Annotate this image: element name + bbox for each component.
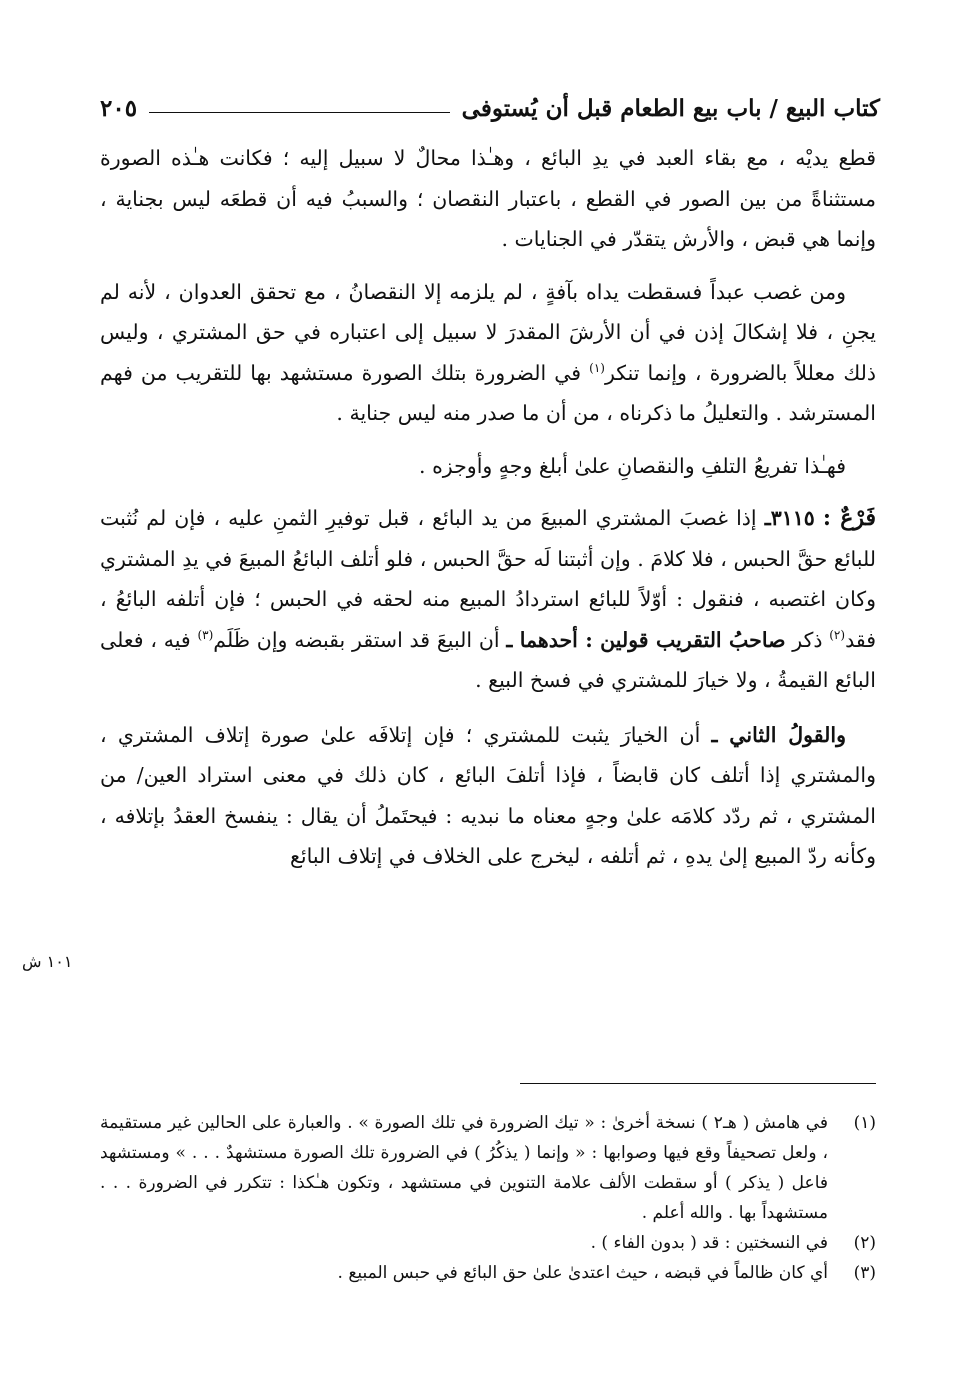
footnote-3 [100,1258,876,1288]
bold-phrase-second: والقولُ الثاني ـ [711,722,846,747]
footnote-1 [100,1108,876,1228]
footnote-text: في هامش ( هـ٢ ) نسخة أخرىٰ : « تيك الضرورة في تلك الصورة » . والعبارة على الحالين غير مستقيمة ، ولعل تصحيفاً وقع فيها وصوابها : « وإنما ( يذكُرُ ) في الضرورة تلك الصورة مستشهدٌ . . . » ومستشهد فاعل ( يذكر ) أو سقطت الألف علامة التنوين في مستشهد ، وتكون هـٰكذا : تتكرر في الضرورة . . . مستشهداً بها . والله أعلم . [100,1113,828,1223]
footnote-number: (٢) [853,1233,876,1253]
paragraph-3: فهـٰذا تفريعُ التلفِ والنقصانِ علىٰ أبلغ وجهٍ وأوجزه . [419,453,846,478]
paragraph-5: والقولُ الثاني ـ أن الخيارَ يثبت للمشتري ؛ فإن إتلافَه علىٰ صورة إتلاف المشتري ، والمشتري إذا أتلف كان قابضاً ، فإذا أتلفَ البائع ، كان ذلك في معنى استراد العين/ من المشتري ، ثم ردّد كلامَه علىٰ وجهٍ معناه ما نبديه : فيحتَملُ أن يقال : ينفسخ العقدُ بإتلافه ، وكأنه ردّ المبيع إلىٰ يدهِ ، ثم أتلفه ، ليخرج على الخلاف في إتلاف البائع [100,722,876,868]
footnote-text: أي كان ظالماً في قبضه ، حيث اعتدىٰ علىٰ حق البائع في حبس المبيع . [337,1263,828,1283]
marginal-manuscript-note: ١٠١ ش [22,952,73,971]
issue-number: ٣١١٥ـ [764,506,815,530]
bold-phrase: صاحبُ التقريب قولين : أحدهما ـ [506,627,786,652]
footnotes [100,1108,876,1288]
main-text [100,138,876,877]
chapter-title: كتاب البيع / باب بيع الطعام قبل أن يُستوفى [461,95,880,122]
header-rule [149,112,450,113]
footnote-2 [100,1228,876,1258]
footnote-text: في النسختين : قد ( بدون الفاء ) . [590,1233,828,1253]
footnote-ref-3: (٣) [197,627,214,642]
paragraph-2: ومن غصب عبداً فسقطت يداه بآفةٍ ، لم يلزمه إلا النقصانُ ، مع تحقق العدوان ، لأنه لم يجنِ ، فلا إشكالَ إذن في أن الأرشَ المقدرَ لا سبيل إلى اعتباره في حق المشتري ، وليس ذلك معللاً بالضرورة ، وإنما تنكر$^{(١)}$ في الضرورة بتلك الصورة مستشهد بها للتقريب من فهم المسترشد . والتعليلُ ما ذكرناه ، من أن ما صدر منه ليس جناية . [100,279,876,425]
page-number: ٢٠٥ [100,95,138,122]
paragraph-4: فَرْعٌ : ٣١١٥ـ إذا غصبَ المشتري المبيعَ من يد البائع ، قبل توفيرِ الثمنِ عليه ، فإن لم نُثبت للبائع حقَّ الحبس ، فلا كلامَ . وإن أثبتنا لَه حقَّ الحبس ، فلو أتلف البائعُ المبيعَ في يدِ المشتري وكان اغتصبه ، فنقول : أوّلاً للبائع استردادُ المبيع منه لحقه في الحبس ؛ فإن أتلفه البائعُ ، فقد$^{(٢)}$ ذكر صاحبُ التقريب قولين : أحدهما ـ أن البيعَ قد استقر بقبضه وإن ظَلَم$^{(٣)}$ فيه ، فعلى البائع القيمةُ ، ولا خيارَ للمشتري في فسخ البيع . [100,505,876,692]
footnote-ref-2: (٢) [829,627,846,642]
footnote-ref-1: (١) [589,360,605,375]
footnote-separator [520,1083,876,1084]
paragraph-1: قطع يديْه ، مع بقاء العبد في يدِ البائع ، وهـٰذا محالٌ لا سبيل إليه ؛ فكانت هـٰذه الصورة مستثناةً من بين الصور في القطع ، باعتبار النقصان ؛ والسببُ فيه أن قطعَه ليس بجناية ، وإنما هي قبض ، والأرش يتقدّر في الجنايات . [100,146,876,251]
far-label: فَرْعٌ : [822,505,876,531]
footnote-number: (٣) [853,1263,876,1283]
running-header [100,82,880,122]
footnote-number: (١) [853,1113,876,1133]
